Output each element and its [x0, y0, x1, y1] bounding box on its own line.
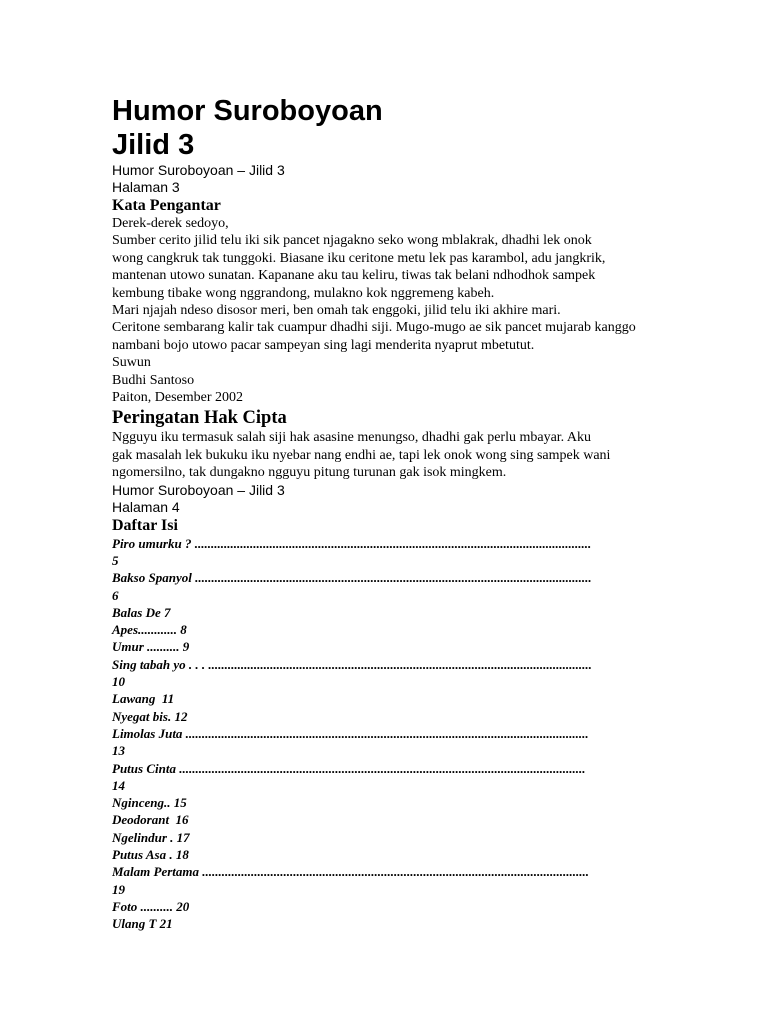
toc-entry-title: Foto .......... 20 [112, 898, 190, 914]
toc-entry-title: Deodorant 16 [112, 812, 189, 828]
toc-entry-page: 6 [112, 587, 119, 603]
copyright-line: gak masalah lek bukuku iku nyebar nang endhi ae, tapi lek onok wong sing sampek wani [112, 447, 611, 463]
toc-entry[interactable] [112, 708, 652, 725]
copyright-heading: Peringatan Hak Cipta [112, 408, 287, 429]
preface-heading: Kata Pengantar [112, 197, 221, 214]
toc-entry[interactable] [112, 569, 652, 604]
preface-line: wong cangkruk tak tunggoki. Biasane iku ceritone metu lek pas karambol, adu jangkrik, [112, 250, 606, 266]
preface-author: Budhi Santoso [112, 372, 195, 388]
toc-entry-title: Bakso Spanyol .......................................................................................................................... [112, 570, 592, 586]
preface-line: Mari njajah ndeso disosor meri, ben omah tak enggoki, jilid telu iki akhire mari. [112, 303, 561, 319]
toc-entry[interactable] [112, 535, 652, 570]
toc-entry[interactable] [112, 915, 652, 932]
page-label: Halaman 4 [112, 498, 180, 515]
toc-entry[interactable] [112, 846, 652, 863]
toc-entry-title: Malam Pertama ....................................................................................................................... [112, 864, 590, 880]
preface-signoff: Suwun [112, 355, 151, 371]
copyright-body [112, 429, 652, 481]
toc-entry-page: 19 [112, 881, 125, 897]
running-header: Humor Suroboyoan – Jilid 3 [112, 481, 285, 498]
toc-entry[interactable] [112, 656, 652, 691]
toc-entry-title: Umur .......... 9 [112, 639, 190, 655]
preface-line: mantenan utowo sunatan. Kapanane aku tau keliru, tiwas tak belani ndhodhok sampek [112, 268, 596, 284]
copyright-line: ngomersilno, tak dungakno ngguyu pitung turunan gak isok mingkem. [112, 465, 507, 481]
preface-line: Derek-derek sedoyo, [112, 216, 229, 231]
preface-line: Sumber cerito jilid telu iki sik pancet njagakno seko wong mblakrak, dhadhi lek onok [112, 233, 592, 249]
toc-entry[interactable] [112, 725, 652, 760]
toc-entry[interactable] [112, 638, 652, 655]
toc-heading: Daftar Isi [112, 516, 178, 534]
toc-entry-page: 14 [112, 777, 125, 793]
toc-entry-title: Putus Asa . 18 [112, 847, 189, 863]
toc-entry[interactable] [112, 604, 652, 621]
toc-entry-title: Balas De 7 [112, 604, 171, 620]
toc-entry[interactable] [112, 760, 652, 795]
preface-body [112, 215, 652, 406]
toc-entry[interactable] [112, 690, 652, 707]
toc-entry[interactable] [112, 863, 652, 898]
document-page [112, 94, 652, 933]
toc-entry-title: Nyegat bis. 12 [112, 708, 188, 724]
toc-entry[interactable] [112, 898, 652, 915]
preface-line: Ceritone sembarang kalir tak cuampur dhadhi siji. Mugo-mugo ae sik pancet mujarab kanggo [112, 320, 636, 336]
preface-line: kembung tibake wong nggrandong, mulakno kok nggremeng kabeh. [112, 285, 495, 301]
toc-entry-page: 10 [112, 674, 125, 690]
toc-entry[interactable] [112, 829, 652, 846]
preface-date: Paiton, Desember 2002 [112, 390, 244, 406]
copyright-line: Ngguyu iku termasuk salah siji hak asasine menungso, dhadhi gak perlu mbayar. Aku [112, 430, 592, 446]
document-title-line-1: Humor Suroboyoan [112, 95, 383, 127]
toc-entry-title: Ngelindur . 17 [112, 829, 190, 845]
toc-entry-title: Putus Cinta ............................................................................................................................. [112, 760, 586, 776]
toc-entry-title: Lawang 11 [112, 691, 175, 707]
toc-entry-title: Apes............ 8 [112, 622, 187, 638]
toc-entry[interactable] [112, 621, 652, 638]
toc-entry-title: Sing tabah yo . . . ...................................................................................................................... [112, 656, 592, 672]
page-label: Halaman 3 [112, 179, 180, 195]
toc-entry-page: 13 [112, 743, 125, 759]
toc-entry[interactable] [112, 794, 652, 811]
preface-line: nambani bojo utowo pacar sampeyan sing lagi menderita nyaprut mbetutut. [112, 337, 535, 353]
table-of-contents [112, 535, 652, 933]
toc-entry-title: Nginceng.. 15 [112, 795, 187, 811]
running-header: Humor Suroboyoan – Jilid 3 [112, 162, 285, 178]
document-title-line-2: Jilid 3 [112, 129, 195, 161]
toc-entry-title: Ulang T 21 [112, 916, 173, 932]
toc-entry-page: 5 [112, 552, 119, 568]
toc-entry-title: Piro umurku ? .......................................................................................................................... [112, 535, 592, 551]
toc-entry-title: Limolas Juta ............................................................................................................................ [112, 725, 589, 741]
toc-entry[interactable] [112, 811, 652, 828]
